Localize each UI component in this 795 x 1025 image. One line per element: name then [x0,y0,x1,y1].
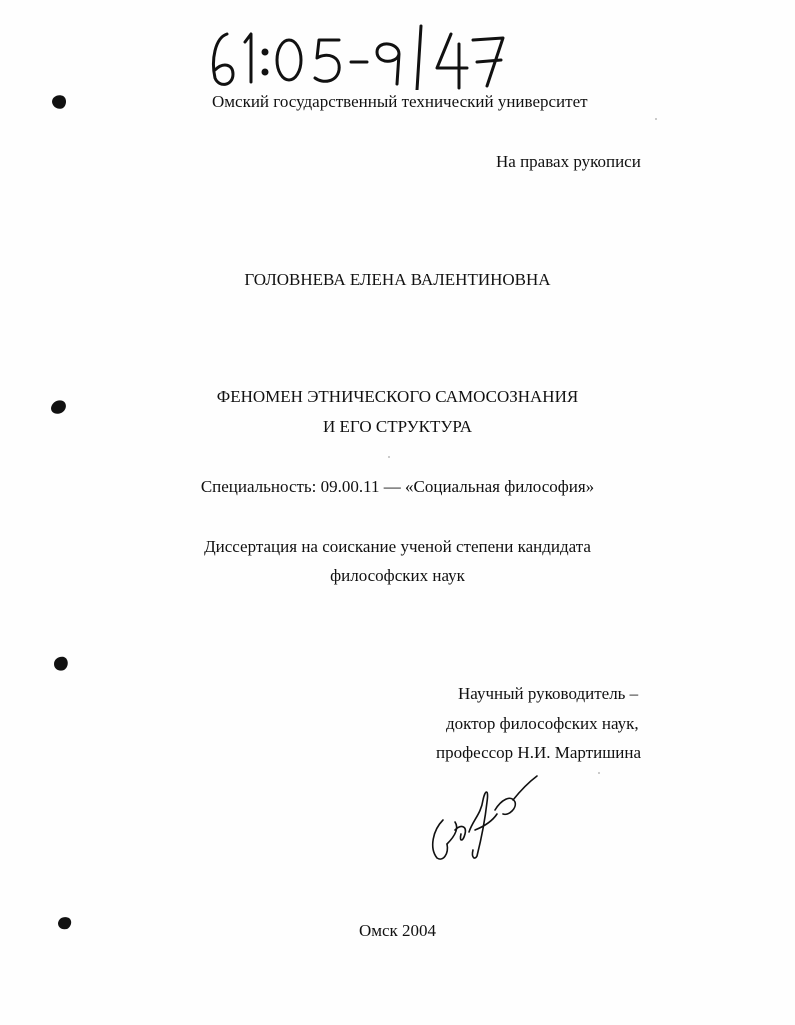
scan-speck [598,772,600,774]
handwritten-archive-code [205,20,535,90]
author-name: ГОЛОВНЕВА ЕЛЕНА ВАЛЕНТИНОВНА [244,270,551,289]
specialty: Специальность: 09.00.11 — «Социальная философия» [200,477,595,496]
punch-hole-mark [50,93,68,111]
thesis-title-line-1: ФЕНОМЕН ЭТНИЧЕСКОГО САМОСОЗНАНИЯ [216,387,579,406]
scan-speck [388,456,390,458]
thesis-title-line-2: И ЕГО СТРУКТУРА [323,417,472,436]
signature-mark [425,770,545,865]
supervisor-name: профессор Н.И. Мартишина [436,743,642,762]
dissertation-line-1: Диссертация на соискание ученой степени кандидата [204,537,591,556]
university-name: Омский государственный технический университет [212,92,588,111]
dissertation-line-2: философских наук [330,566,465,585]
scan-speck [655,118,657,120]
punch-hole-mark [52,655,70,673]
city-year: Омск 2004 [358,921,437,940]
supervisor-degree: доктор философских наук, [446,714,639,733]
supervisor-role: Научный руководитель – [458,684,639,703]
rights-note: На правах рукописи [496,152,641,171]
